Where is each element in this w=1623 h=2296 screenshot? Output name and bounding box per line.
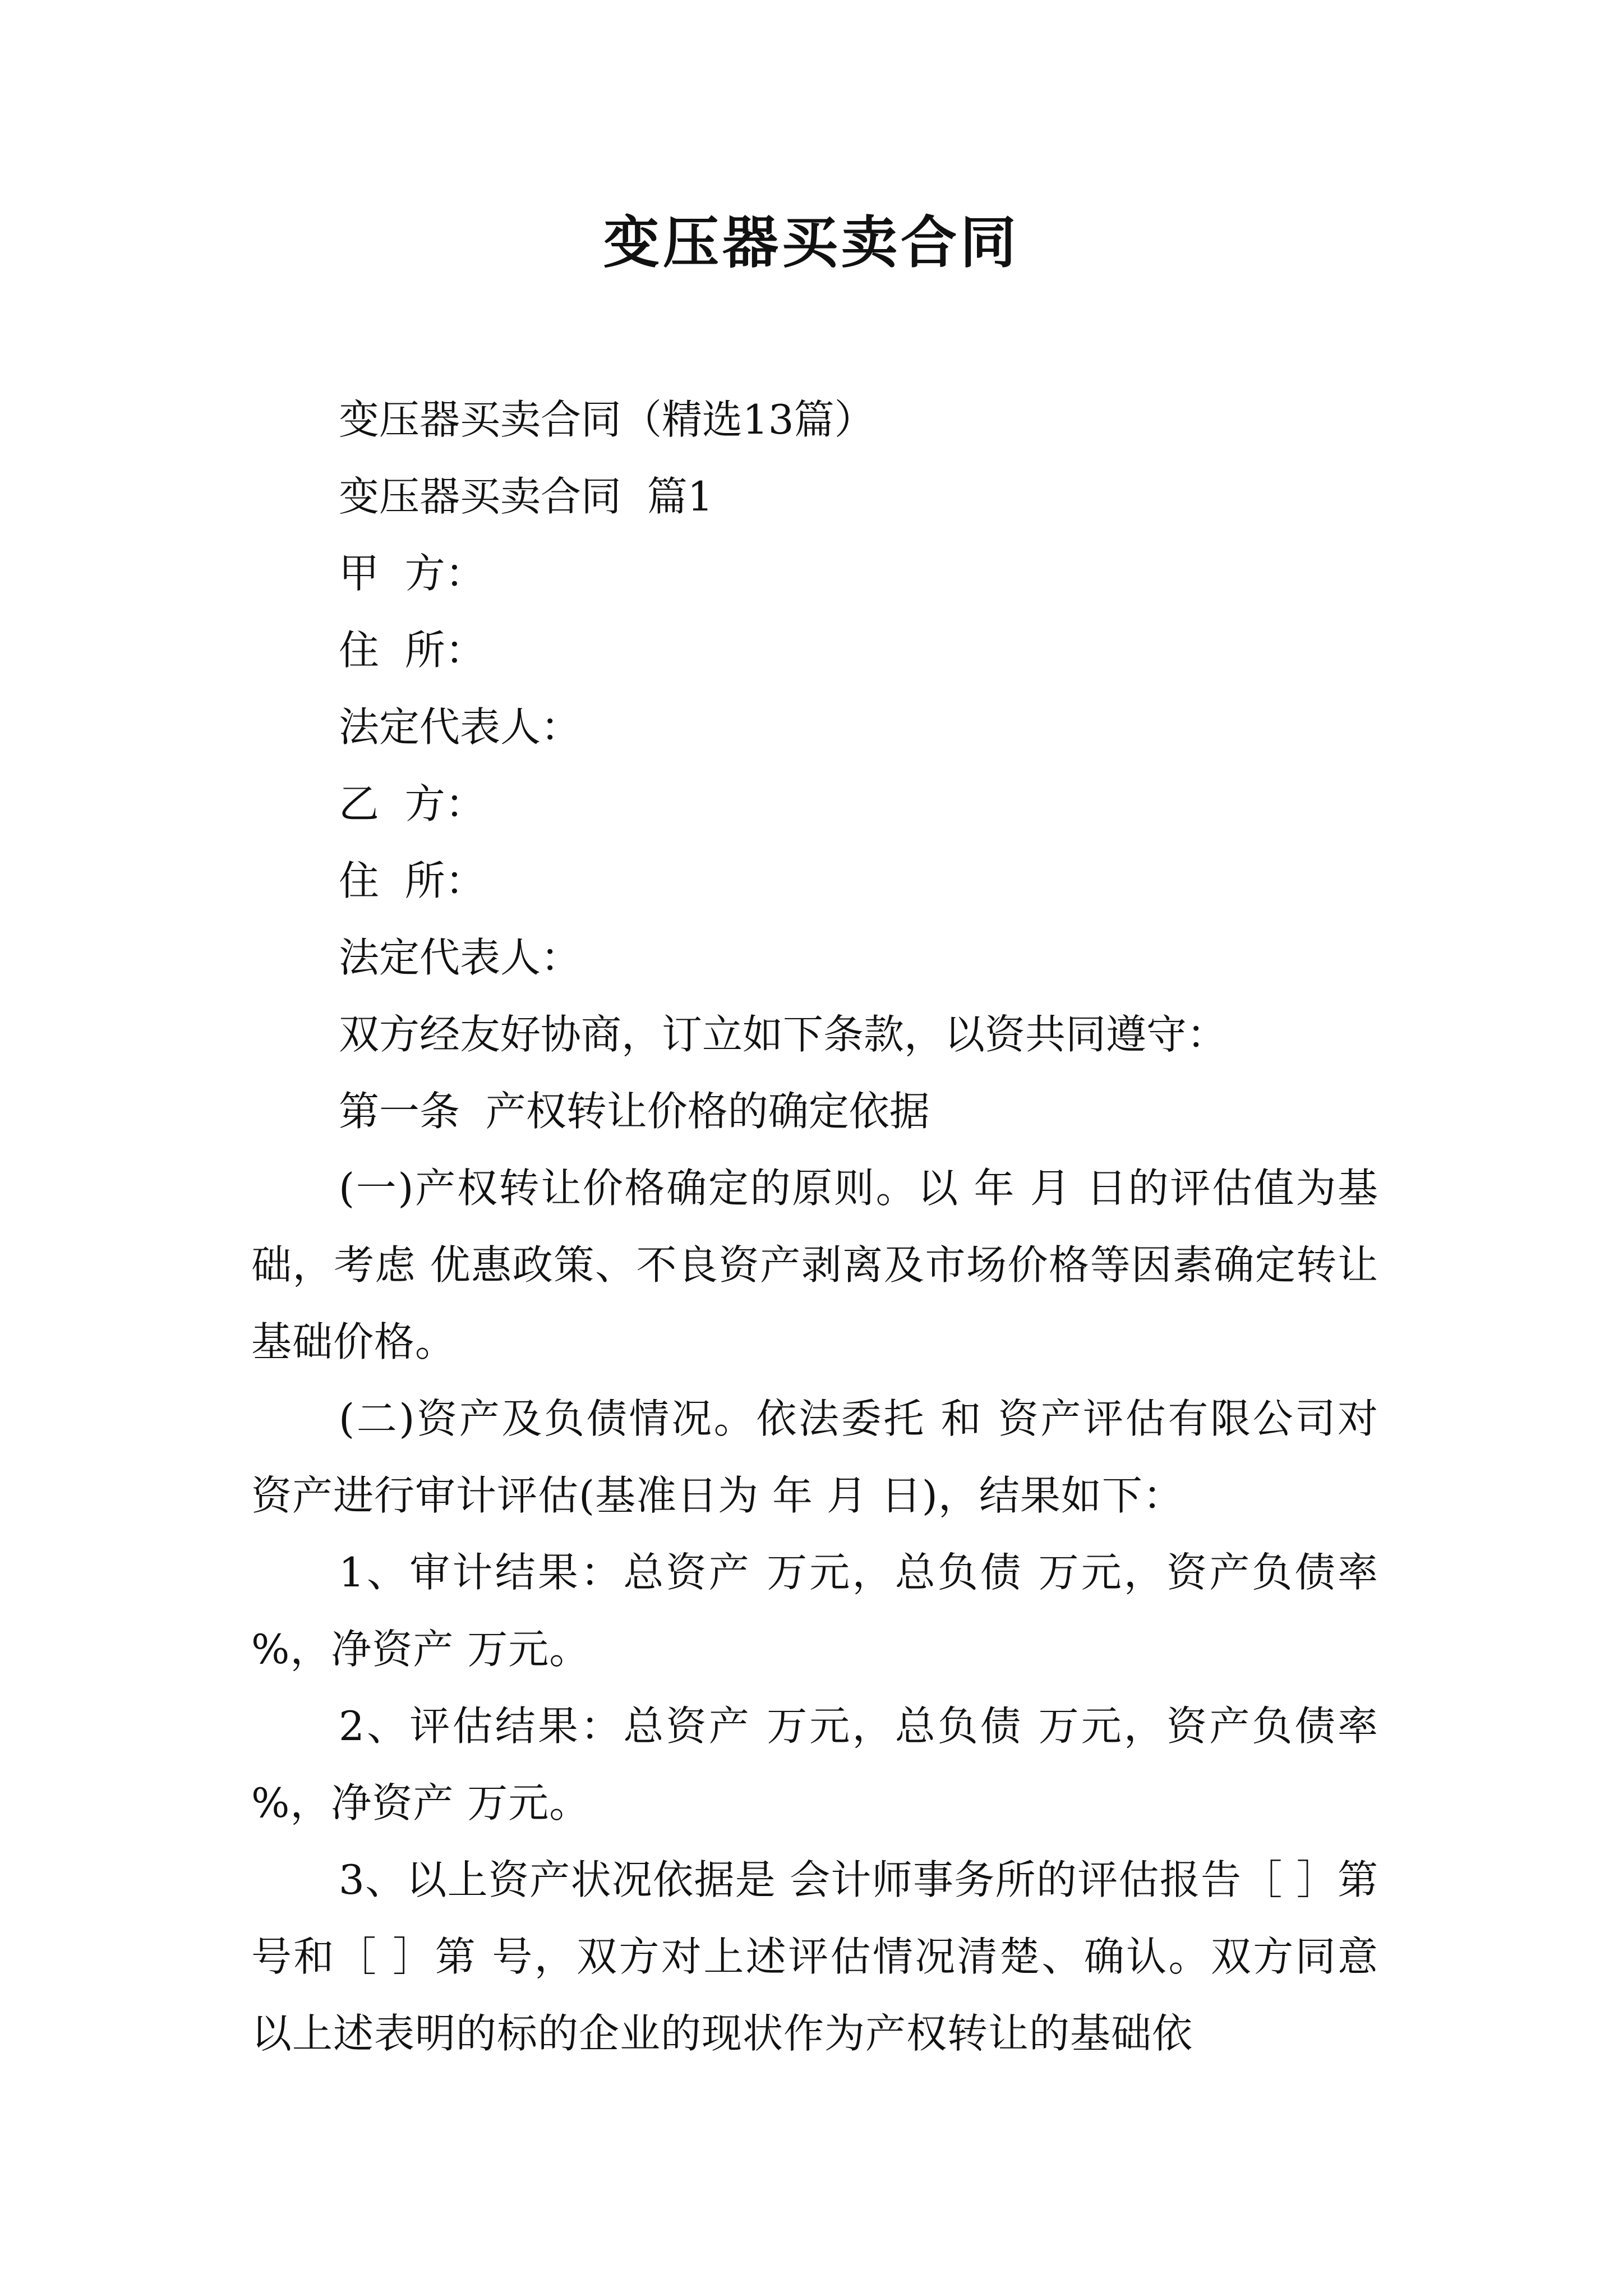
article-1-heading: 第一条 产权转让价格的确定依据 bbox=[339, 1088, 930, 1135]
party-a-address-line: 住 所： bbox=[339, 627, 486, 674]
clause-appraisal-result: 2、评估结果：总资产 万元，总负债 万元，资产负债率 %，净资产 万元。 bbox=[251, 1703, 1378, 1826]
party-a-line: 甲 方： bbox=[339, 550, 486, 597]
section-heading: 变压器买卖合同 篇1 bbox=[339, 473, 713, 520]
clause-report-basis: 3、以上资产状况依据是 会计师事务所的评估报告［ ］第 号和［ ］第 号，双方对上述评估情况清楚、确认。双方同意以上述表明的标的企业的现状作为产权转让的基础依 bbox=[251, 1856, 1378, 2057]
party-b-line: 乙 方： bbox=[339, 780, 486, 827]
party-a-representative-line: 法定代表人： bbox=[339, 703, 582, 751]
document-title: 变压器买卖合同 bbox=[603, 209, 1020, 275]
clause-assets-liabilities: (二)资产及负债情况。依法委托 和 资产评估有限公司对 资产进行审计评估(基准日为 年 月 日)，结果如下： bbox=[251, 1395, 1378, 1519]
document-body bbox=[251, 381, 1378, 2072]
clause-audit-result: 1、审计结果：总资产 万元，总负债 万元，资产负债率 %，净资产 万元。 bbox=[251, 1549, 1378, 1673]
party-b-address-line: 住 所： bbox=[339, 857, 486, 904]
clause-price-principle: (一)产权转让价格确定的原则。以 年 月 日的评估值为基础，考虑 优惠政策、不良资产剥离及市场价格等因素确定转让基础价格。 bbox=[251, 1165, 1378, 1365]
intro-line: 双方经友好协商，订立如下条款，以资共同遵守： bbox=[339, 1011, 1228, 1058]
subtitle-line: 变压器买卖合同（精选13篇） bbox=[339, 396, 875, 443]
party-b-representative-line: 法定代表人： bbox=[339, 934, 582, 981]
